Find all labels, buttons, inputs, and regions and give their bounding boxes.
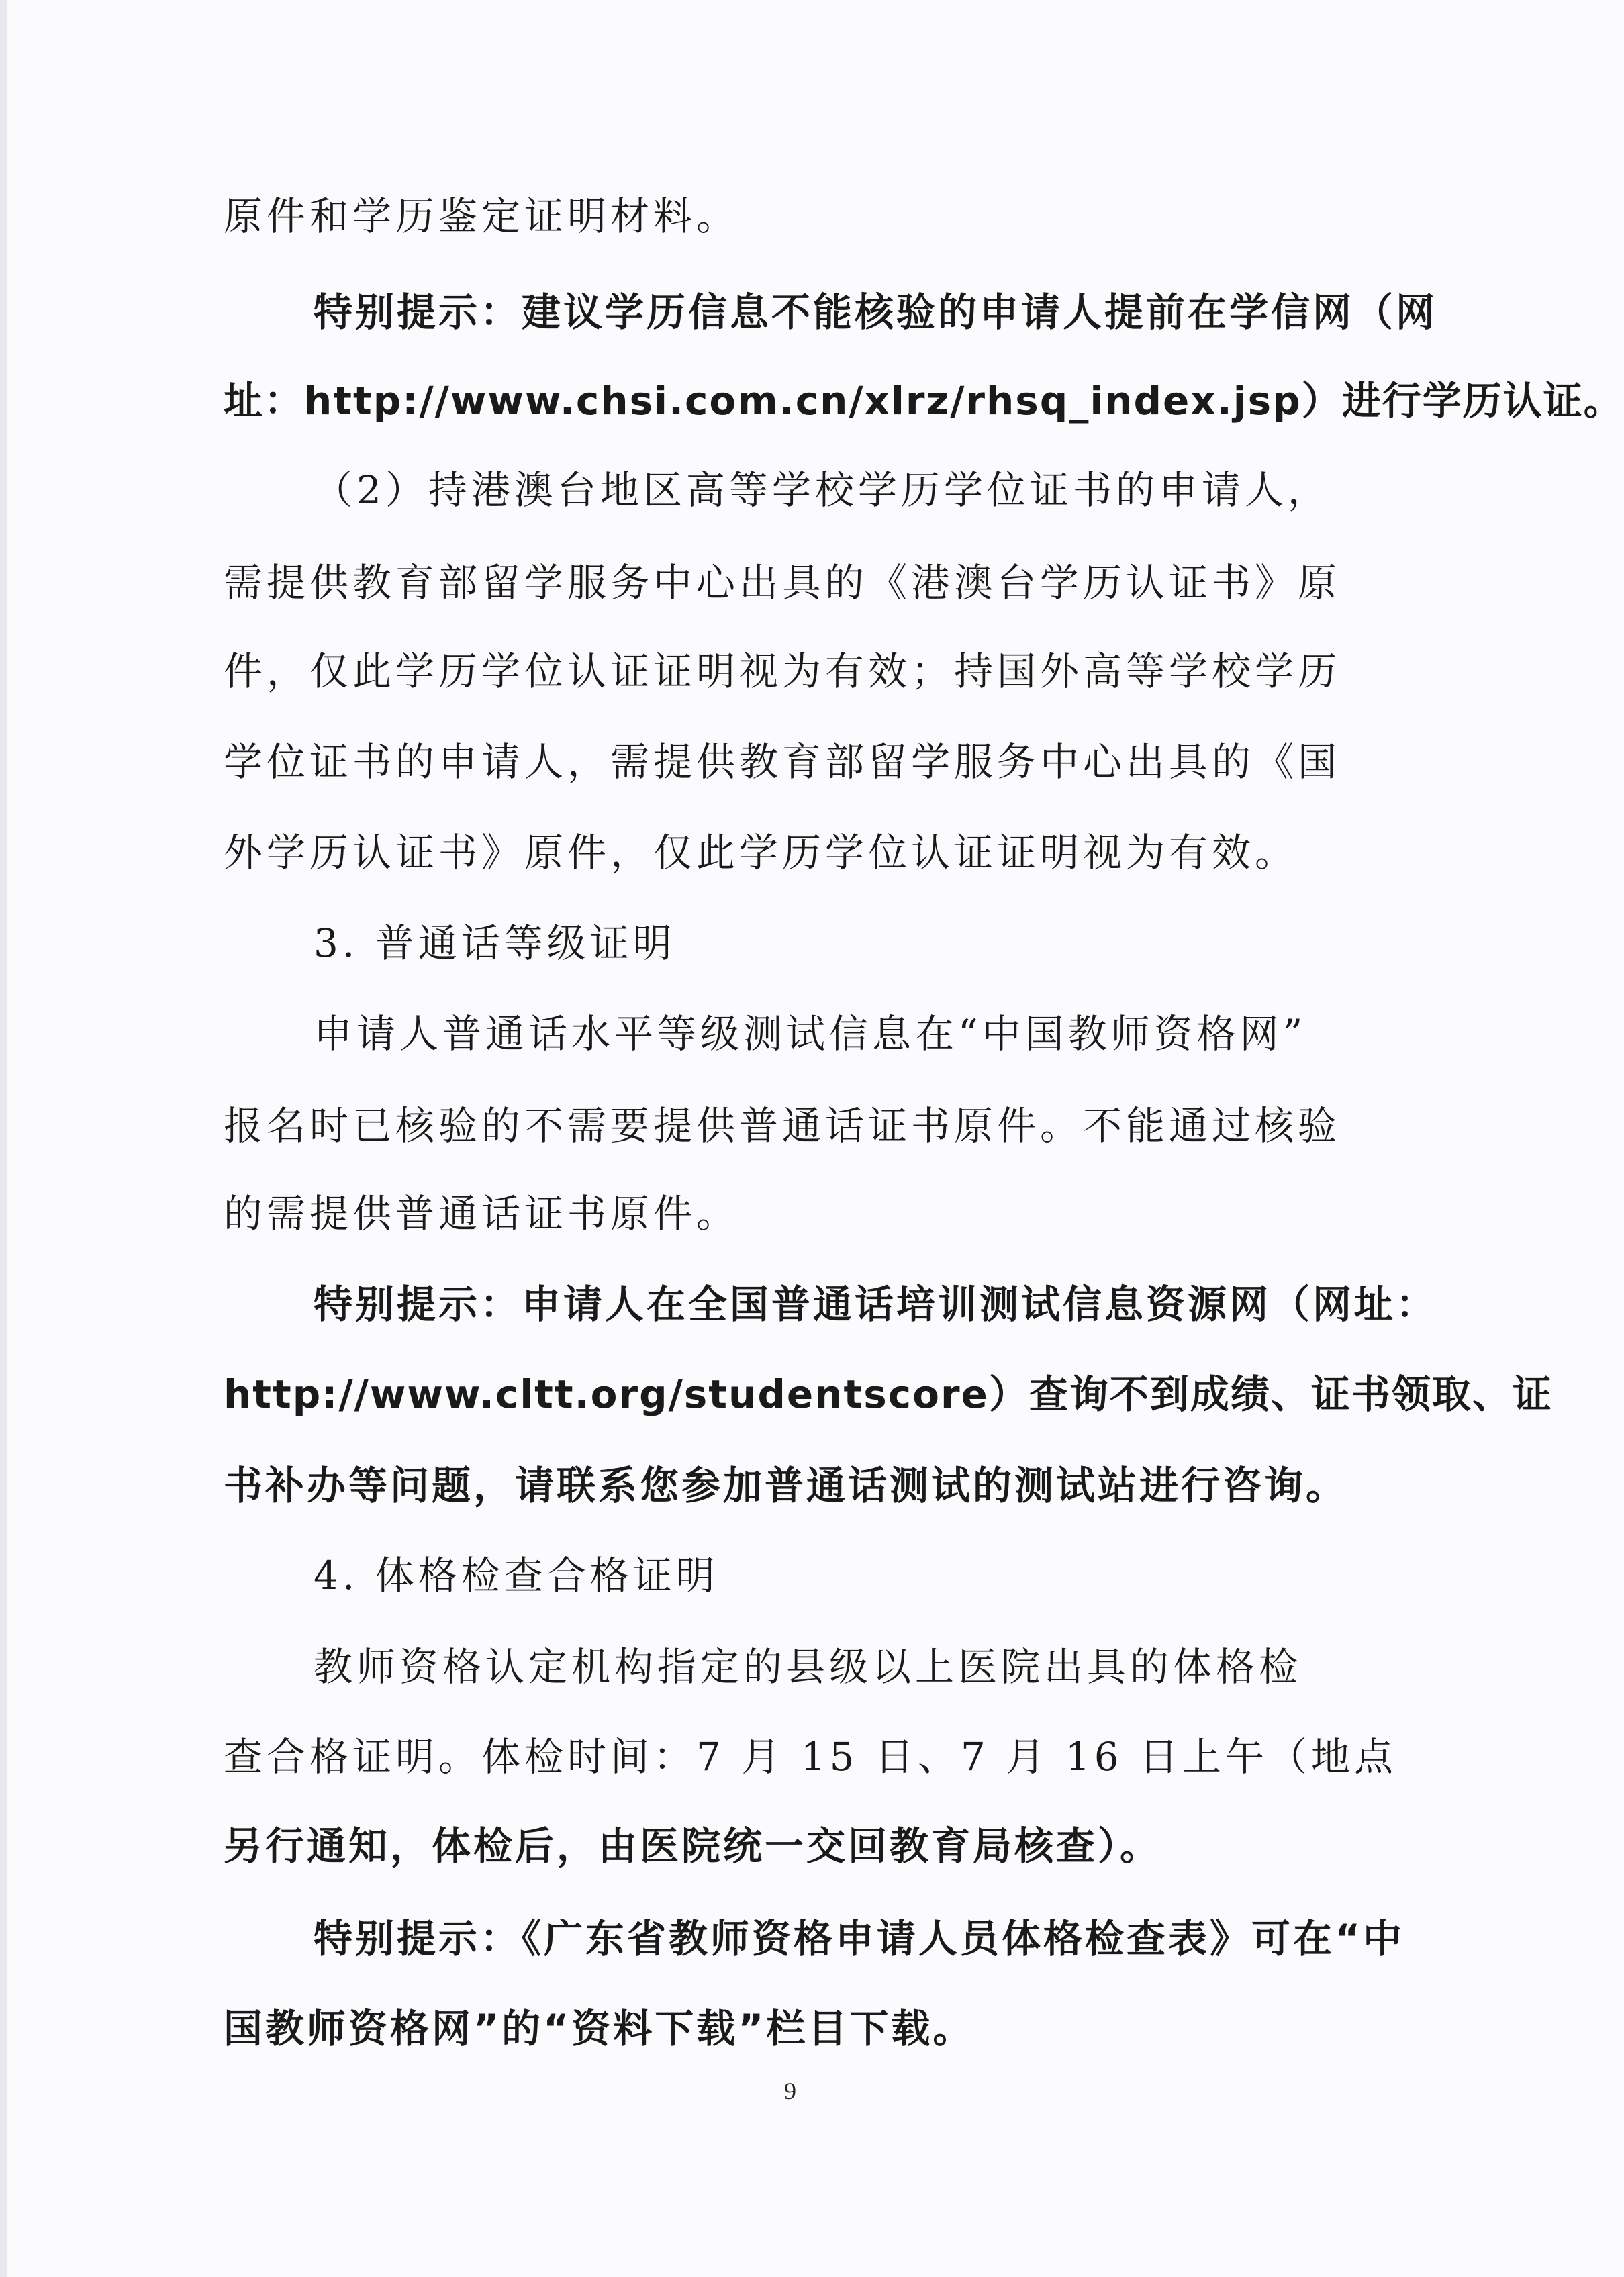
paragraph-line: 教师资格认定机构指定的县级以上医院出具的体格检 bbox=[314, 1644, 1302, 1690]
paragraph-line: 原件和学历鉴定证明材料。 bbox=[224, 193, 740, 239]
paragraph-line: 申请人普通话水平等级测试信息在“中国教师资格网” bbox=[314, 1011, 1307, 1057]
paragraph-line-with-date: 查合格证明。体检时间：7 月 15 日、7 月 16 日上午（地点 bbox=[224, 1734, 1398, 1780]
special-notice-line: 特别提示：建议学历信息不能核验的申请人提前在学信网（网 bbox=[314, 289, 1438, 335]
paragraph-line: 的需提供普通话证书原件。 bbox=[224, 1191, 740, 1237]
paragraph-line: 报名时已核验的不需要提供普通话证书原件。不能通过核验 bbox=[224, 1103, 1341, 1149]
page-number: 9 bbox=[784, 2078, 796, 2104]
paragraph-line: 另行通知，体检后，由医院统一交回教育局核查）。 bbox=[224, 1823, 1162, 1869]
section-heading: 4. 体格检查合格证明 bbox=[314, 1553, 719, 1598]
paragraph-line: （2）持港澳台地区高等学校学历学位证书的申请人， bbox=[314, 467, 1331, 513]
paragraph-line: 件，仅此学历学位认证证明视为有效；持国外高等学校学历 bbox=[224, 648, 1341, 694]
special-notice-url-line: http://www.cltt.org/studentscore）查询不到成绩、证书领取、证 bbox=[224, 1371, 1553, 1417]
special-notice-line: 书补办等问题，请联系您参加普通话测试的测试站进行咨询。 bbox=[224, 1463, 1348, 1508]
paragraph-line: 外学历认证书》原件，仅此学历学位认证证明视为有效。 bbox=[224, 830, 1298, 875]
paragraph-line: 学位证书的申请人，需提供教育部留学服务中心出具的《国 bbox=[224, 739, 1341, 785]
scan-edge bbox=[0, 0, 7, 2277]
section-heading: 3. 普通话等级证明 bbox=[314, 920, 676, 966]
paragraph-line: 需提供教育部留学服务中心出具的《港澳台学历认证书》原 bbox=[224, 560, 1341, 605]
special-notice-url-line: 址：http://www.chsi.com.cn/xlrz/rhsq_index.jsp）进行学历认证。 bbox=[224, 378, 1624, 424]
special-notice-line: 国教师资格网”的“资料下载”栏目下载。 bbox=[224, 2006, 975, 2051]
special-notice-line: 特别提示：《广东省教师资格申请人员体格检查表》可在“中 bbox=[314, 1916, 1405, 1961]
special-notice-line: 特别提示：申请人在全国普通话培训测试信息资源网（网址： bbox=[314, 1281, 1438, 1327]
